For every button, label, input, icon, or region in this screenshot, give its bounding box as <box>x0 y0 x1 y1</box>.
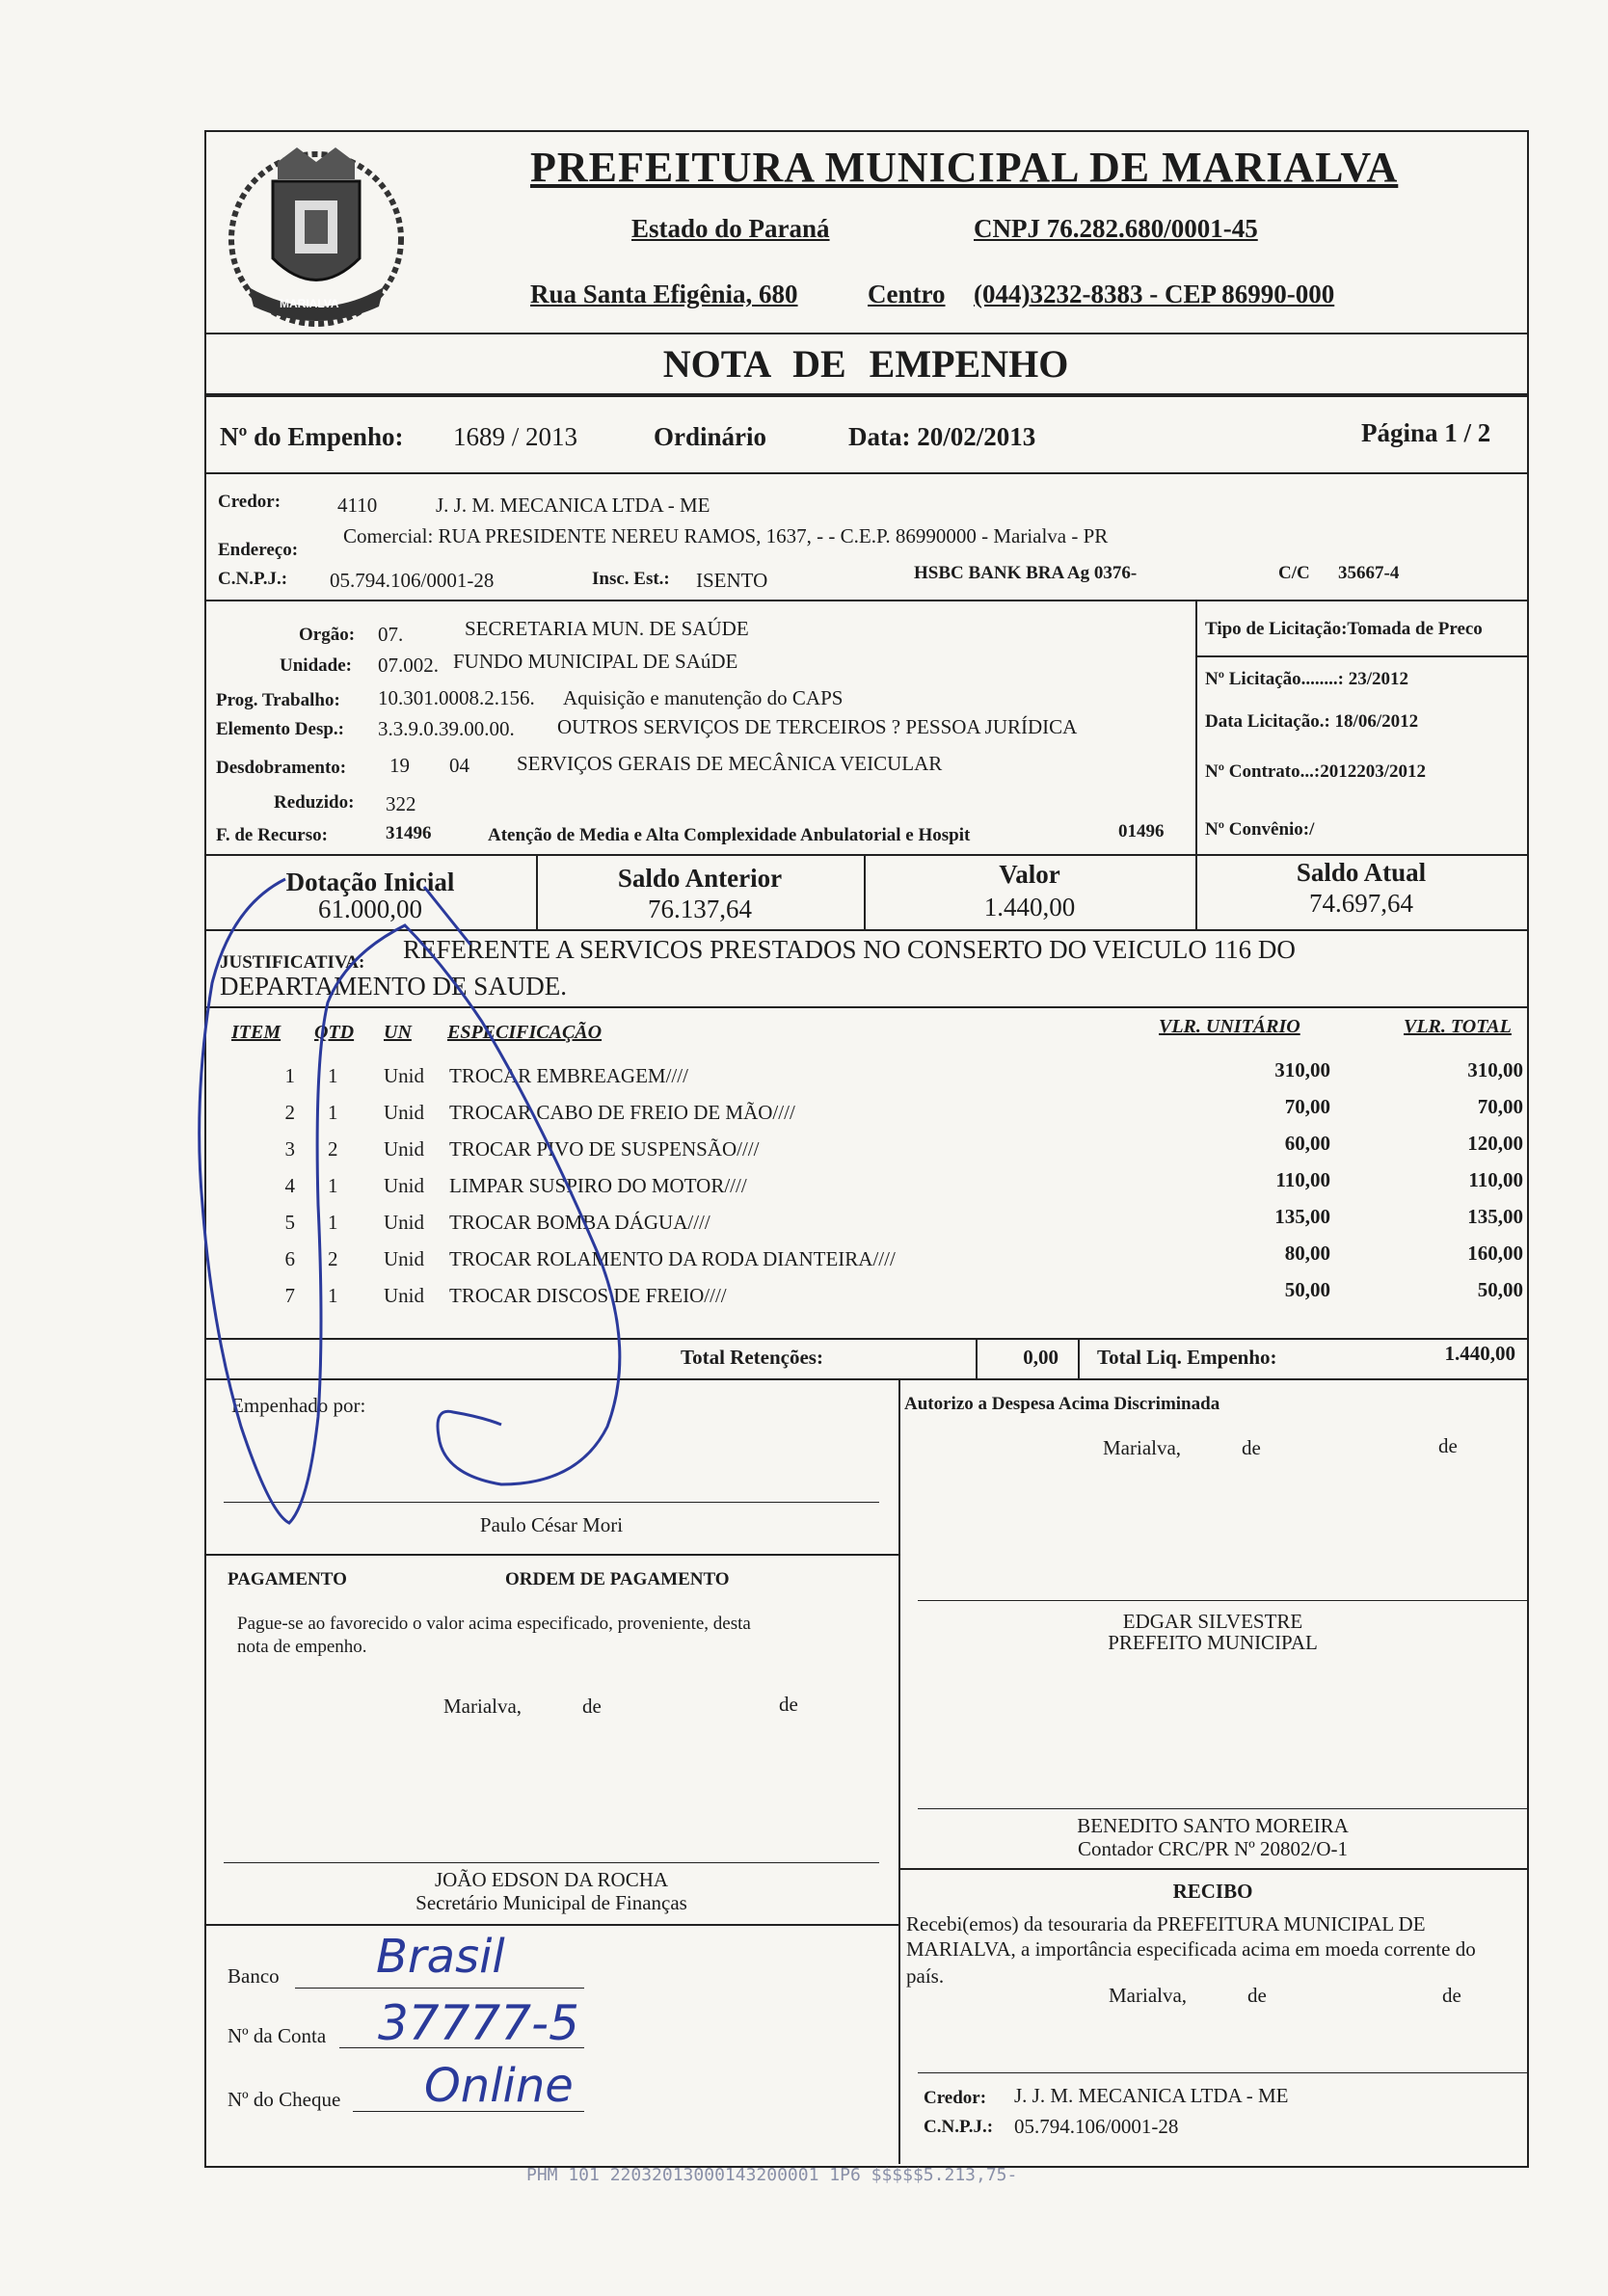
elem-code: 3.3.9.0.39.00.00. <box>378 717 515 740</box>
footer-credor-label: Credor: <box>924 2088 987 2108</box>
recibo-city: Marialva, <box>1109 1984 1188 2007</box>
pagamento-text-2: nota de empenho. <box>237 1637 367 1657</box>
reduzido-label: Reduzido: <box>274 792 355 813</box>
unidade-code: 07.002. <box>378 654 439 677</box>
licitacao-type: Tipo de Licitação:Tomada de Preco <box>1205 619 1483 639</box>
item-un: Unid <box>384 1137 424 1161</box>
logo-banner-text: MARIALVA <box>280 297 339 310</box>
item-unit: 135,00 <box>1274 1205 1330 1228</box>
item-total: 310,00 <box>1467 1058 1523 1081</box>
prefeito-name: EDGAR SILVESTRE <box>1122 1610 1303 1633</box>
pagamento-de-2: de <box>779 1693 798 1716</box>
desd-a: 19 <box>389 754 410 777</box>
footer-cnpj-value: 05.794.106/0001-28 <box>1014 2115 1179 2138</box>
recibo-line-3: país. <box>906 1964 945 1988</box>
item-item: 5 <box>284 1211 295 1234</box>
recibo-de-1: de <box>1247 1984 1267 2007</box>
item-unit: 310,00 <box>1274 1058 1330 1081</box>
empenho-number: 1689 / 2013 <box>453 422 578 451</box>
justificativa-line-2: DEPARTAMENTO DE SAUDE. <box>220 972 567 1001</box>
item-qtd: 1 <box>328 1174 338 1197</box>
col-spec: ESPECIFICAÇÃO <box>447 1022 603 1043</box>
item-item: 2 <box>284 1101 295 1124</box>
item-qtd: 1 <box>328 1284 338 1307</box>
convenio-number: Nº Convênio:/ <box>1205 819 1315 840</box>
bank-stamp-line: PHM 101 22032013000143200001 1P6 $$$$$5.213,75- <box>526 2165 1018 2185</box>
phone-cep-label: (044)3232-8383 - CEP 86990-000 <box>974 280 1335 308</box>
recurso-code: 31496 <box>386 823 432 843</box>
item-un: Unid <box>384 1101 424 1124</box>
district-label: Centro <box>868 280 946 308</box>
contrato-number: Nº Contrato...:2012203/2012 <box>1205 761 1426 782</box>
saldo-anterior-value: 76.137,64 <box>648 894 752 923</box>
desd-b: 04 <box>449 754 469 777</box>
orgao-code: 07. <box>378 623 404 646</box>
item-total: 120,00 <box>1467 1132 1523 1155</box>
empenhado-label: Empenhado por: <box>231 1394 366 1417</box>
prog-label: Prog. Trabalho: <box>216 690 340 710</box>
ordem-pagamento-title: ORDEM DE PAGAMENTO <box>505 1569 730 1589</box>
desd-label: Desdobramento: <box>216 758 347 778</box>
cnpj-label: C.N.P.J.: <box>218 569 288 589</box>
page-number: Página 1 / 2 <box>1361 418 1491 447</box>
desd-value: SERVIÇOS GERAIS DE MECÂNICA VEICULAR <box>517 752 943 775</box>
retencoes-label: Total Retenções: <box>681 1346 823 1369</box>
autorizo-de-2: de <box>1438 1434 1458 1457</box>
recurso-label: F. de Recurso: <box>216 825 328 845</box>
recibo-line-1: Recebi(emos) da tesouraria da PREFEITURA MUNICIPAL DE <box>906 1912 1426 1936</box>
col-qtd: QTD <box>314 1022 355 1043</box>
empenho-date: Data: 20/02/2013 <box>848 422 1036 451</box>
footer-cnpj-label: C.N.P.J.: <box>924 2117 994 2137</box>
address-label: Endereço: <box>218 540 299 560</box>
item-item: 3 <box>284 1137 295 1161</box>
item-un: Unid <box>384 1247 424 1270</box>
conta-label: Nº da Conta <box>228 2024 327 2047</box>
prog-code: 10.301.0008.2.156. <box>378 686 535 709</box>
pagamento-title: PAGAMENTO <box>228 1569 347 1589</box>
cnpj-header: CNPJ 76.282.680/0001-45 <box>974 214 1258 243</box>
item-spec: TROCAR DISCOS DE FREIO//// <box>449 1284 727 1307</box>
pagamento-city: Marialva, <box>443 1695 523 1718</box>
bank-value: HSBC BANK BRA Ag 0376- <box>914 563 1138 583</box>
recurso-value: Atenção de Media e Alta Complexidade Anbulatorial e Hospit <box>488 825 971 845</box>
conta-handwritten: 37777-5 <box>378 1995 579 2051</box>
saldo-atual-value: 74.697,64 <box>1309 889 1413 918</box>
recurso-code-2: 01496 <box>1118 821 1165 841</box>
elem-label: Elemento Desp.: <box>216 719 344 739</box>
prog-value: Aquisição e manutenção do CAPS <box>563 686 844 709</box>
licitacao-date: Data Licitação.: 18/06/2012 <box>1205 711 1419 732</box>
item-qtd: 1 <box>328 1101 338 1124</box>
valor-label: Valor <box>999 860 1060 889</box>
col-item: ITEM <box>231 1022 281 1043</box>
item-qtd: 2 <box>328 1137 338 1161</box>
item-total: 110,00 <box>1468 1168 1523 1191</box>
item-spec: TROCAR CABO DE FREIO DE MÃO//// <box>449 1101 795 1124</box>
item-spec: TROCAR BOMBA DÁGUA//// <box>449 1211 710 1234</box>
pagamento-de-1: de <box>582 1695 602 1718</box>
banco-label: Banco <box>228 1964 280 1988</box>
item-un: Unid <box>384 1284 424 1307</box>
street-label: Rua Santa Efigênia, 680 <box>530 280 798 308</box>
page-title: PREFEITURA MUNICIPAL DE MARIALVA <box>530 144 1399 191</box>
item-qtd: 1 <box>328 1064 338 1087</box>
item-qtd: 2 <box>328 1247 338 1270</box>
item-spec: LIMPAR SUSPIRO DO MOTOR//// <box>449 1174 747 1197</box>
secretario-name: JOÃO EDSON DA ROCHA <box>434 1868 669 1891</box>
coat-of-arms-logo <box>220 143 413 335</box>
contador-role: Contador CRC/PR Nº 20802/O-1 <box>1077 1837 1349 1860</box>
reduzido-value: 322 <box>386 792 416 815</box>
licitacao-number: Nº Licitação........: 23/2012 <box>1205 669 1409 689</box>
doc-title: NOTA DE EMPENHO <box>662 342 1069 386</box>
item-unit: 70,00 <box>1284 1095 1330 1118</box>
insc-value: ISENTO <box>696 569 768 592</box>
elem-value: OUTROS SERVIÇOS DE TERCEIROS ? PESSOA JURÍDICA <box>557 715 1078 738</box>
unidade-label: Unidade: <box>280 655 352 676</box>
recibo-de-2: de <box>1442 1984 1461 2007</box>
address-value: Comercial: RUA PRESIDENTE NEREU RAMOS, 1637, - - C.E.P. 86990000 - Marialva - PR <box>343 524 1109 547</box>
item-unit: 50,00 <box>1284 1278 1330 1301</box>
item-unit: 60,00 <box>1284 1132 1330 1155</box>
liquido-label: Total Liq. Empenho: <box>1097 1346 1277 1369</box>
item-spec: TROCAR ROLAMENTO DA RODA DIANTEIRA//// <box>449 1247 896 1270</box>
item-unit: 80,00 <box>1284 1241 1330 1265</box>
banco-handwritten: Brasil <box>376 1930 505 1984</box>
state-label: Estado do Paraná <box>631 214 830 243</box>
cc-value: 35667-4 <box>1338 563 1400 583</box>
dotacao-value: 61.000,00 <box>318 894 422 923</box>
pagamento-text-1: Pague-se ao favorecido o valor acima especificado, proveniente, desta <box>237 1614 751 1634</box>
footer-credor-name: J. J. M. MECANICA LTDA - ME <box>1014 2084 1289 2107</box>
cc-label: C/C <box>1278 563 1310 583</box>
autorizo-title: Autorizo a Despesa Acima Discriminada <box>904 1394 1220 1414</box>
retencoes-value: 0,00 <box>1023 1346 1059 1369</box>
recibo-title: RECIBO <box>1172 1880 1253 1903</box>
justificativa-line-1: REFERENTE A SERVICOS PRESTADOS NO CONSERTO DO VEICULO 116 DO <box>403 935 1296 964</box>
prefeito-role: PREFEITO MUNICIPAL <box>1108 1631 1318 1654</box>
secretario-role: Secretário Municipal de Finanças <box>415 1891 687 1914</box>
unidade-value: FUNDO MUNICIPAL DE SAúDE <box>453 650 738 673</box>
item-item: 6 <box>284 1247 295 1270</box>
justificativa-label: JUSTIFICATIVA: <box>220 952 365 973</box>
col-total-value: VLR. TOTAL <box>1404 1016 1512 1037</box>
cheque-label: Nº do Cheque <box>228 2088 341 2111</box>
liquido-value: 1.440,00 <box>1444 1342 1515 1365</box>
empenho-type: Ordinário <box>654 422 767 451</box>
valor-value: 1.440,00 <box>983 893 1076 921</box>
item-total: 160,00 <box>1467 1241 1523 1265</box>
item-un: Unid <box>384 1174 424 1197</box>
orgao-label: Orgão: <box>299 625 356 645</box>
item-qtd: 1 <box>328 1211 338 1234</box>
empenho-label: Nº do Empenho: <box>220 422 404 451</box>
item-un: Unid <box>384 1064 424 1087</box>
saldo-atual-label: Saldo Atual <box>1296 858 1427 887</box>
cnpj-value: 05.794.106/0001-28 <box>330 569 495 592</box>
recibo-line-2: MARIALVA, a importância especificada acima em moeda corrente do <box>906 1937 1476 1961</box>
orgao-value: SECRETARIA MUN. DE SAÚDE <box>465 617 749 640</box>
insc-label: Insc. Est.: <box>592 569 670 589</box>
credor-code: 4110 <box>337 494 378 517</box>
item-spec: TROCAR PIVO DE SUSPENSÃO//// <box>449 1137 760 1161</box>
item-item: 4 <box>284 1174 295 1197</box>
col-unit-value: VLR. UNITÁRIO <box>1159 1016 1300 1037</box>
item-unit: 110,00 <box>1275 1168 1330 1191</box>
item-spec: TROCAR EMBREAGEM//// <box>449 1064 688 1087</box>
contador-name: BENEDITO SANTO MOREIRA <box>1077 1814 1349 1837</box>
autorizo-de-1: de <box>1242 1436 1261 1459</box>
credor-name: J. J. M. MECANICA LTDA - ME <box>436 494 710 517</box>
item-total: 135,00 <box>1467 1205 1523 1228</box>
item-total: 50,00 <box>1477 1278 1523 1301</box>
item-item: 1 <box>284 1064 295 1087</box>
autorizo-city: Marialva, <box>1103 1436 1182 1459</box>
item-total: 70,00 <box>1477 1095 1523 1118</box>
item-item: 7 <box>284 1284 295 1307</box>
cheque-handwritten: Online <box>424 2059 574 2113</box>
dotacao-label: Dotação Inicial <box>285 868 455 896</box>
col-un: UN <box>384 1022 412 1043</box>
empenhado-name: Paulo César Mori <box>479 1513 624 1536</box>
credor-label: Credor: <box>218 492 281 512</box>
item-un: Unid <box>384 1211 424 1234</box>
saldo-anterior-label: Saldo Anterior <box>617 864 783 893</box>
